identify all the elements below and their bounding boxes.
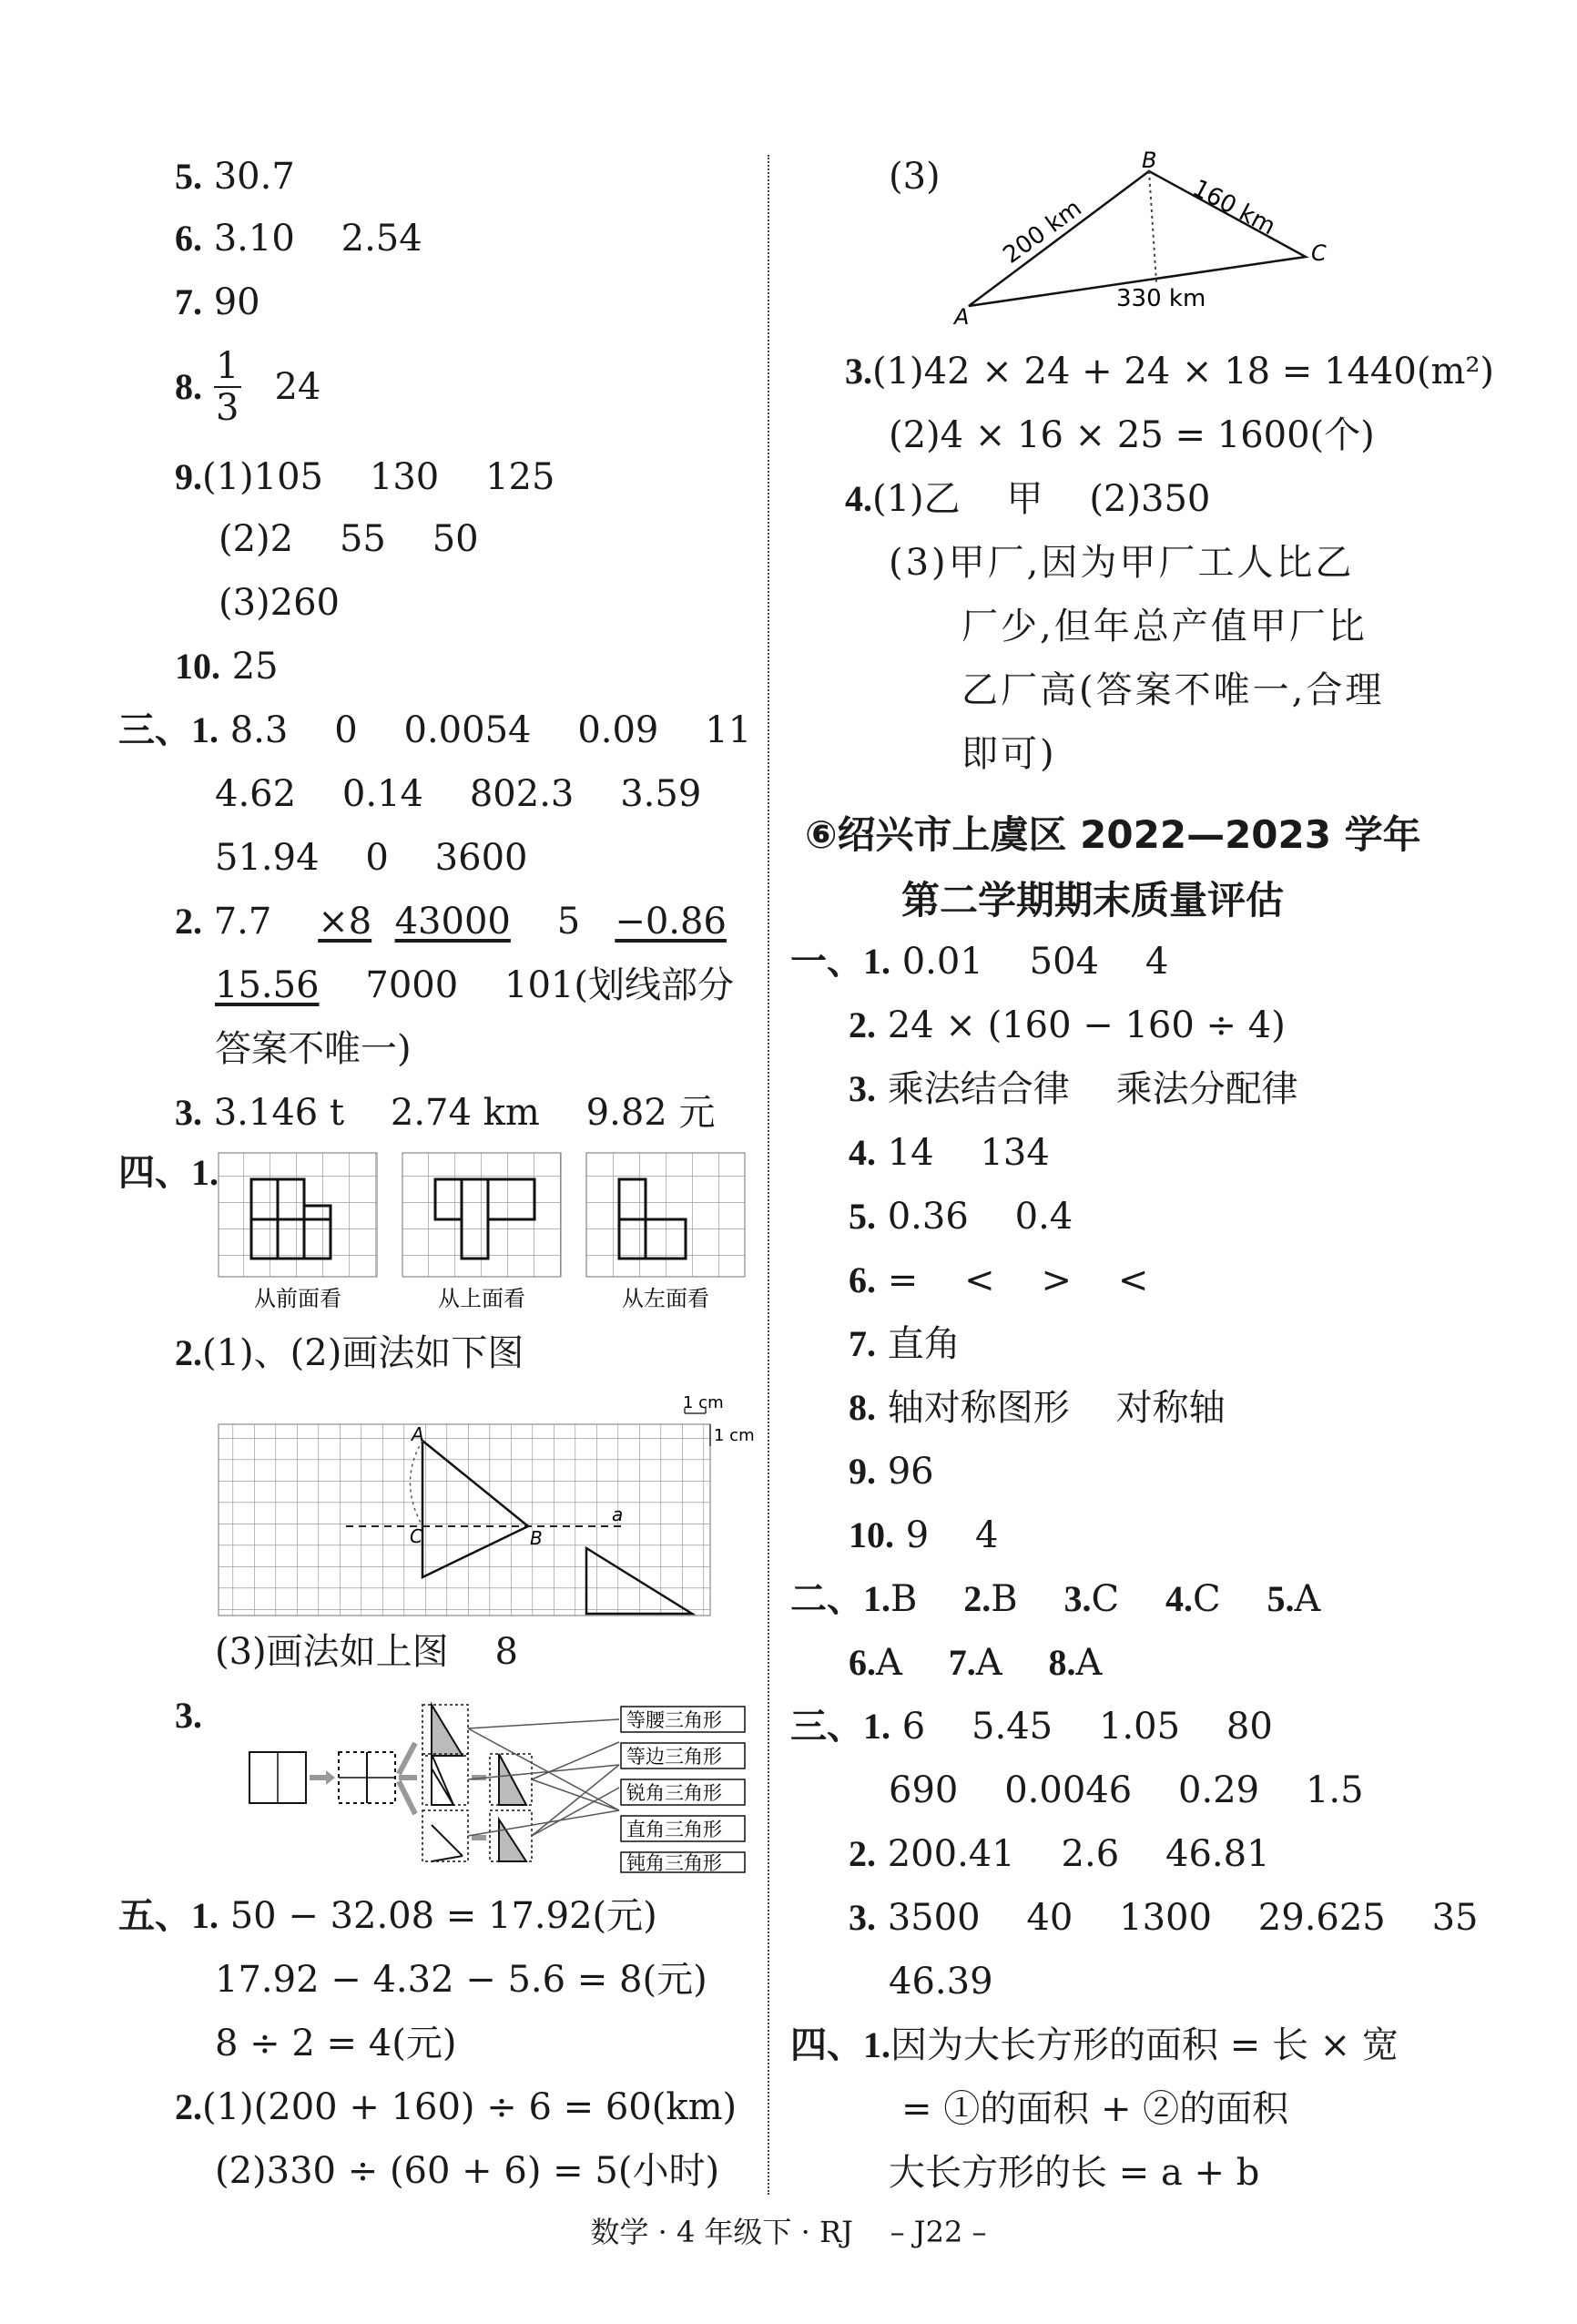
part-1-answer-10: 10. 9 4 (849, 1514, 999, 1556)
exam-subtitle: 第二学期期末质量评估 (901, 878, 1285, 922)
part-1-answer-8: 8. 轴对称图形 对称轴 (849, 1387, 1226, 1429)
part-2-answers-row2: 6.A 7.A 8.A (849, 1642, 1103, 1684)
part-4-answer-1-line3: 大长方形的长 = a + b (889, 2152, 1260, 2194)
right-part-3: (3) (889, 156, 941, 198)
right-answer-3-2: (2)4 × 16 × 25 = 1600(个) (889, 414, 1375, 456)
answer-6: 6. 3.10 2.54 (175, 218, 422, 260)
answer-5: 5. 30.7 (175, 156, 295, 198)
part-1-answer-1: 一、1. 0.01 504 4 (790, 941, 1169, 983)
section-4-answer-1: 四、1. (118, 1152, 219, 1194)
side-ac-label: 330 km (1116, 285, 1206, 312)
right-answer-3-1: 3.(1)42 × 24 + 24 × 18 = 1440(m²) (845, 351, 1495, 392)
view-front (219, 1153, 377, 1311)
section-3-answer-2-line3: 答案不唯一) (215, 1028, 412, 1070)
point-c-label: C (410, 1525, 422, 1547)
section-4-answer-3: 3. (175, 1695, 202, 1736)
view-left (586, 1153, 745, 1311)
folding-triangle-figure (244, 1692, 754, 1874)
view-top (402, 1153, 561, 1311)
section-5-answer-2: 2.(1)(200 + 160) ÷ 6 = 60(km) (175, 2086, 738, 2128)
section-3-answer-1: 三、1. 8.3 0 0.0054 0.09 11 (118, 709, 752, 751)
scale-width-label: 1 cm (683, 1395, 724, 1412)
column-divider (768, 155, 769, 2195)
part-1-answer-7: 7. 直角 (849, 1323, 961, 1365)
triangle-vertex-a: A (954, 304, 970, 328)
right-answer-4-3-line3: 乙厂高(答案不唯一,合理 (961, 669, 1385, 711)
part-1-answer-4: 4. 14 134 (849, 1132, 1050, 1174)
part-4-answer-1: 四、1.因为大长方形的面积 = 长 × 宽 (790, 2024, 1399, 2066)
scale-height-label: 1 cm (714, 1426, 755, 1445)
section-5-answer-1-line3: 8 ÷ 2 = 4(元) (215, 2023, 457, 2064)
exam-title: ⑥绍兴市上虞区 2022—2023 学年 (805, 812, 1421, 857)
fraction-one-third: $\frac{1}{3}$ (214, 348, 241, 426)
side-ab-label: 200 km (998, 194, 1087, 270)
answer-8: 8. $\frac{1}{3}$ 24 (175, 345, 321, 429)
section-5-answer-1-line2: 17.92 − 4.32 − 5.6 = 8(元) (215, 1959, 707, 2001)
part-3-answer-1: 三、1. 6 5.45 1.05 80 (790, 1706, 1273, 1748)
label-right: 直角三角形 (626, 1819, 722, 1840)
section-3-answer-1-line2: 4.62 0.14 802.3 3.59 (215, 773, 702, 815)
translation-grid-figure (211, 1395, 767, 1617)
label-obtuse: 钝角三角形 (626, 1852, 722, 1874)
part-3-answer-3-line2: 46.39 (889, 1961, 993, 2003)
right-answer-4-3-line1: (3)甲厂,因为甲厂工人比乙 (889, 542, 1355, 584)
right-answer-4-1: 4.(1)乙 甲 (2)350 (845, 478, 1211, 520)
page-footer (0, 2209, 1577, 2251)
part-1-answer-3: 3. 乘法结合律 乘法分配律 (849, 1068, 1298, 1110)
footer-text: 数学 · 4 年级下 · RJ – J22 – (590, 2215, 987, 2249)
part-3-answer-3: 3. 3500 40 1300 29.625 35 (849, 1897, 1479, 1939)
triangle-vertex-c: C (1311, 240, 1327, 266)
answer-7: 7. 90 (175, 281, 260, 323)
label-isosceles: 等腰三角形 (626, 1709, 722, 1731)
part-1-answer-6: 6. = < > < (849, 1259, 1149, 1301)
section-5-answer-1: 五、1. 50 − 32.08 = 17.92(元) (118, 1895, 657, 1937)
view-top-label: 从上面看 (438, 1286, 525, 1311)
right-answer-4-3-line2: 厂少,但年总产值甲厂比 (961, 606, 1368, 647)
section-3-answer-1-line3: 51.94 0 3600 (215, 837, 528, 879)
section-5-answer-2-line2: (2)330 ÷ (60 + 6) = 5(小时) (215, 2150, 720, 2192)
section-3-answer-3: 3. 3.146 t 2.74 km 9.82 元 (175, 1092, 716, 1134)
part-1-answer-2: 2. 24 × (160 − 160 ÷ 4) (849, 1004, 1286, 1046)
section-3-answer-2-line2: 15.56 7000 101(划线部分 (215, 964, 734, 1006)
three-views-figure (217, 1149, 754, 1313)
part-3-answer-1-line2: 690 0.0046 0.29 1.5 (889, 1769, 1364, 1811)
side-bc-label: 160 km (1187, 174, 1280, 241)
section-3-answer-2: 2. 7.7 ×8 43000 5 −0.86 (175, 901, 727, 943)
right-answer-4-3-line4: 即可) (961, 733, 1057, 775)
answer-9-1: 9.(1)105 130 125 (175, 456, 555, 498)
view-front-label: 从前面看 (254, 1286, 341, 1311)
part-3-answer-2: 2. 200.41 2.6 46.81 (849, 1833, 1270, 1875)
answer-9-2: (2)2 55 50 (219, 518, 479, 560)
answer-10: 10. 25 (175, 646, 279, 688)
point-a-label: A (412, 1423, 424, 1445)
view-left-label: 从左面看 (622, 1286, 709, 1311)
section-4-answer-2: 2.(1)、(2)画法如下图 (175, 1332, 524, 1374)
part-1-answer-5: 5. 0.36 0.4 (849, 1196, 1073, 1238)
section-4-answer-2-3: (3)画法如上图 8 (215, 1631, 518, 1673)
triangle-vertex-b: B (1142, 148, 1157, 173)
distance-triangle-figure (947, 146, 1348, 328)
answer-9-3: (3)260 (219, 582, 341, 624)
part-1-answer-9: 9. 96 (849, 1451, 934, 1493)
axis-a-label: a (612, 1503, 624, 1525)
part-2-answers-row1: 二、1.B 2.B 3.C 4.C 5.A (790, 1578, 1321, 1620)
part-4-answer-1-line2: = ①的面积 + ②的面积 (901, 2088, 1289, 2130)
label-equilateral: 等边三角形 (626, 1746, 722, 1768)
point-b-label: B (530, 1527, 543, 1549)
label-acute: 锐角三角形 (626, 1782, 722, 1804)
